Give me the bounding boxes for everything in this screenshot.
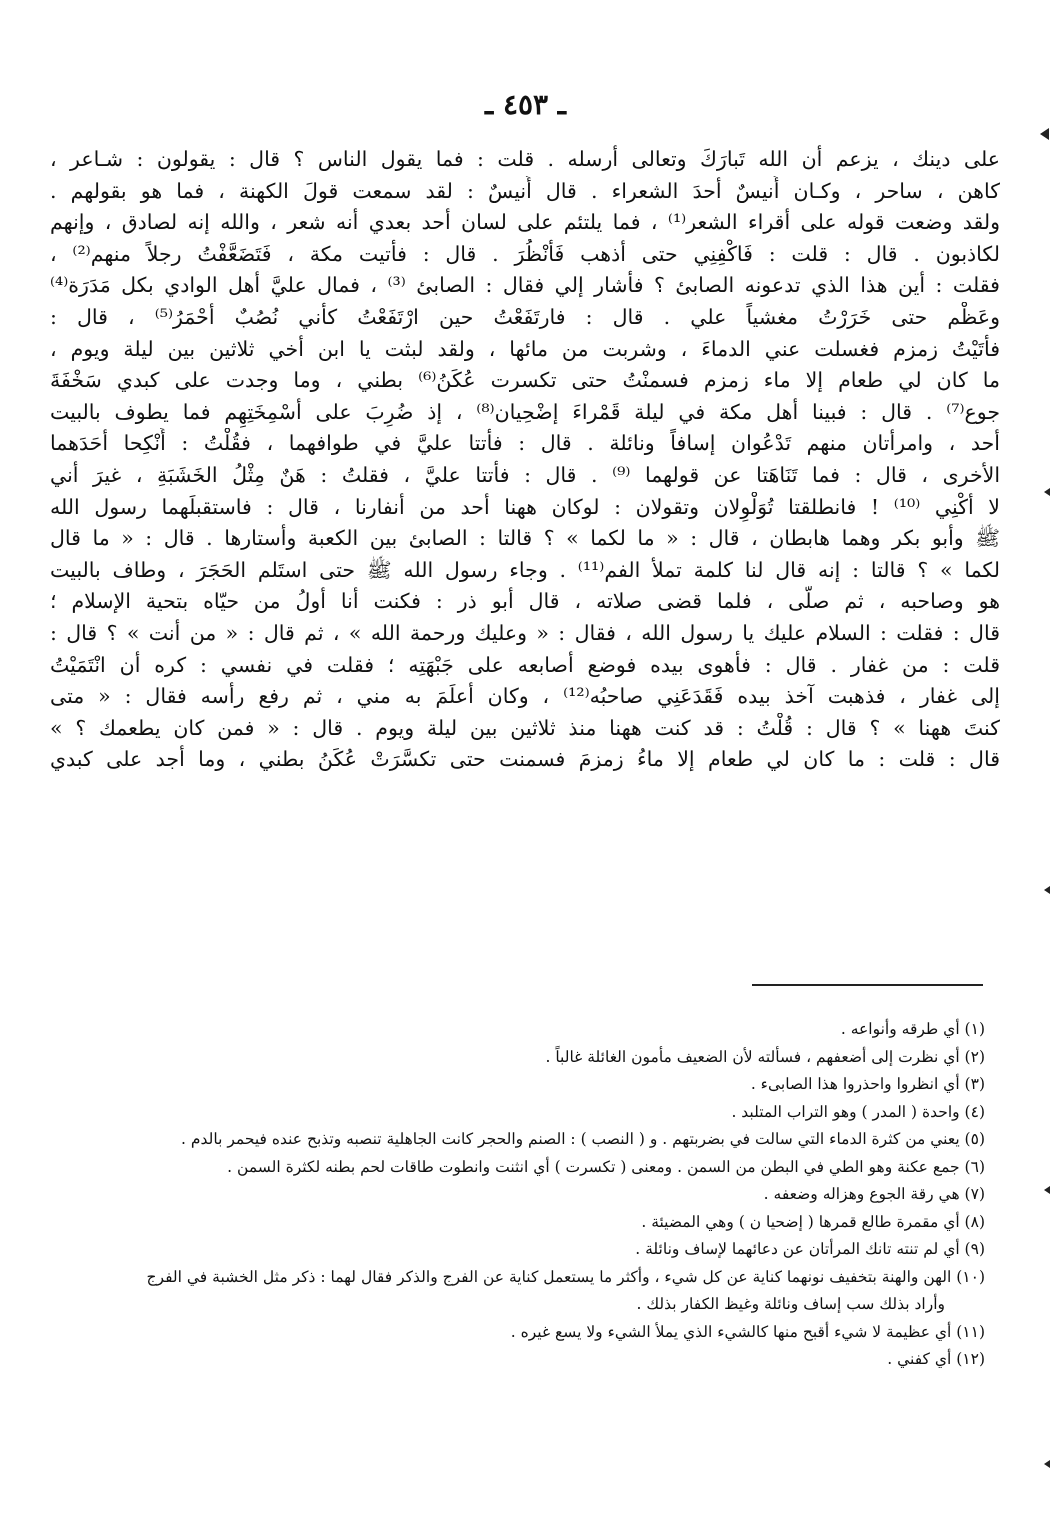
text-line: أحد ، وامرأتان منهم تَدْعُوان إسافاً ونائلة . قال : فأتتا عليَّ في طوافهما ، فقُلْتُ : أَنْكِحا أحَدَهما xyxy=(50,431,1000,456)
footnote: (١٢) أي كفني . xyxy=(887,1350,985,1368)
scan-margin-mark xyxy=(1044,886,1050,894)
footnote: (٤) واحدة ( المدر ) وهو التراب المتلبد . xyxy=(731,1102,985,1121)
text-line: قلت : من غفار . قال : فأهوى بيده فوضع أصابعه على جَبْهَتِه ؛ فقلت في نفسي : كره أن انْتَمَيْتُ xyxy=(50,652,1000,677)
text-line: وعَظْم حتى خَرَرْتُ مغشياً علي . قال : فارتَفَعْتُ حين ارْتَفَعْتُ كأني نُصُبٌ أحْمَرُ⁽⁵⁾ ، قال : xyxy=(50,304,1000,329)
scan-margin-mark xyxy=(1044,488,1050,496)
text-line: لكما » ؟ قالتا : إنه قال لنا كلمة تملأ الفم⁽¹¹⁾ . وجاء رسول الله ﷺ حتى استَلم الحَجَرَ ، وطاف بالبيت xyxy=(50,557,1000,582)
text-line: ما كان لي طعام إلا ماء زمزم فسمنْتُ حتى تكسرت عُكَنُ⁽⁶⁾ بطني ، وما وجدت على كبدي سَخْفَةَ xyxy=(50,368,1000,393)
scan-margin-mark xyxy=(1044,1186,1050,1194)
footnotes-block xyxy=(60,1016,985,1374)
footnote: (١) أي طرقه وأنواعه . xyxy=(840,1020,985,1038)
text-line: فأتَيْتُ زمزم فغسلت عني الدماءَ ، وشربت من مائها ، ولقد لبثت يا ابن أخي ثلاثين بين ليلة ويوم ، xyxy=(50,336,1000,361)
scan-margin-mark xyxy=(1040,128,1049,140)
main-text-block xyxy=(50,144,1000,776)
text-line: ولقد وضعت قوله على أقراء الشعر⁽¹⁾ ، فما يلتئم على لسان أحد بعدي أنه شعر ، والله إنه لصادق ، وإنهم xyxy=(50,210,1000,235)
text-line: جوع⁽⁷⁾ . قال : فبينا أهل مكة في ليلة قَمْراءَ إضْحِيان⁽⁸⁾ ، إذ ضُرِبَ على أسْمِخَتِهِم فما يطوف بالبيت xyxy=(50,399,1000,424)
text-line: هو وصاحبه ، ثم صلّى ، فلما قضى صلاته ، قال أبو ذر : فكنت أنا أولُ من حيّاه بتحية الإسلام ؛ xyxy=(50,589,1000,614)
text-line: لا أكْنِي ⁽¹⁰⁾ ! فانطلقتا تُوَلْوِلان وتقولان : لوكان ههنا أحد من أنفارنا ، قال : فاستقبلَهما رسول الله xyxy=(50,494,1000,519)
footnote: (٣) أي انظروا واحذروا هذا الصابىء . xyxy=(750,1075,985,1093)
text-line: كنتَ ههنا » ؟ قال : قُلْتُ : قد كنت ههنا منذ ثلاثين بين ليلة ويوم . قال : « فمن كان يطعمك ؟ » xyxy=(50,715,1000,740)
footnote: (٦) جمع عكنة وهو الطي في البطن من السمن . ومعنى ( تكسرت ) أي انثنت وانطوت طاقات لحم بطنه لكثرة السمن . xyxy=(227,1157,985,1176)
footnote: (٥) يعني من كثرة الدماء التي سالت في بضربتهم . و ( النصب ) : الصنم والحجر كانت الجاهلية تنصبه وتذبح عنده فيحمر بالدم . xyxy=(181,1130,985,1148)
footnote: (١١) أي عظيمة لا شيء أقبح منها كالشيء الذي يملأ الشيء ولا يسع غيره . xyxy=(510,1322,985,1341)
text-line: فقلت : أين هذا الذي تدعونه الصابئ ؟ فأشار إلي فقال : الصابئ ⁽³⁾ ، فمال عليَّ أهل الوادي بكل مَدَرَة⁽⁴⁾ xyxy=(50,273,1000,298)
text-line: على دينك ، يزعم أن الله تَبارَكَ وتعالى أرسله . قلت : فما يقول الناس ؟ قال : يقولون : شـاعر ، xyxy=(50,147,1000,171)
text-line: ﷺ وأبو بكر وهما هابطان ، قال : « ما لكما » ؟ قالتا : الصابئ بين الكعبة وأستارها . قال : « ما قال xyxy=(50,526,1000,551)
footnote: (١٠) الهن والهنة بتخفيف نونهما كناية عن كل شيء ، وأكثر ما يستعمل كناية عن الفرج والذكر فقال لهما : ذكر مثل الخشبة في الفرج xyxy=(146,1267,985,1286)
text-line: كاهن ، ساحر ، وكـان أُنيسٌ أحدَ الشعراء . قال أُنيسٌ : لقد سمعت قولَ الكهنة ، فما هو بقولهم . xyxy=(50,178,1000,203)
page-number: ـ ٤٥٣ ـ xyxy=(484,88,567,121)
scan-margin-mark xyxy=(1044,1460,1050,1468)
text-line: قال : فقلت : السلام عليك يا رسول الله ، فقال : « وعليك ورحمة الله » ، ثم قال : « من أنت » ؟ قال : xyxy=(50,620,1000,645)
footnote-divider xyxy=(752,984,983,986)
footnote: (٢) أي نظرت إلى أضعفهم ، فسألته لأن الضعيف مأمون الغائلة غالباً . xyxy=(545,1047,985,1066)
text-line: قال : قلت : ما كان لي طعام إلا ماءُ زمزمَ فسمنت حتى تكسَّرَتْ عُكَنُ بطني ، وما أجد على كبدي xyxy=(50,747,1000,772)
text-line: الأخرى ، قال : فما تَنَاهَتا عن قولهما ⁽⁹⁾ . قال : فأتتا عليَّ ، فقلتُ : هَنٌ مِثْلُ الخَشَبَةِ ، غيرَ أني xyxy=(50,462,1000,487)
footnote-continuation: وأراد بذلك سب إساف ونائلة وغيظ الكفار بذلك . xyxy=(636,1295,945,1313)
footnote: (٧) هي رقة الجوع وهزاله وضعفه . xyxy=(763,1185,985,1203)
text-line: إلى غفار ، فذهبت آخذ بيده فَقَدَعَنِي صاحبُه⁽¹²⁾ ، وكان أعلَمَ به مني ، ثم رفع رأسه فقال : « متى xyxy=(50,684,1000,709)
footnote: (٨) أي مقمرة طالع قمرها ( إضحيا ن ) وهي المضيئة . xyxy=(641,1212,985,1231)
footnote: (٩) أي لم تنته تانك المرأتان عن دعائهما لإساف ونائلة . xyxy=(635,1240,985,1258)
text-line: لكاذبون . قال : قلت : فَاكْفِنِي حتى أذهب فَأنْظُرَ . قال : فأتيت مكة ، فَتَضَعَّفْتُ رجلاً منهم⁽²⁾ ، xyxy=(50,241,1000,266)
